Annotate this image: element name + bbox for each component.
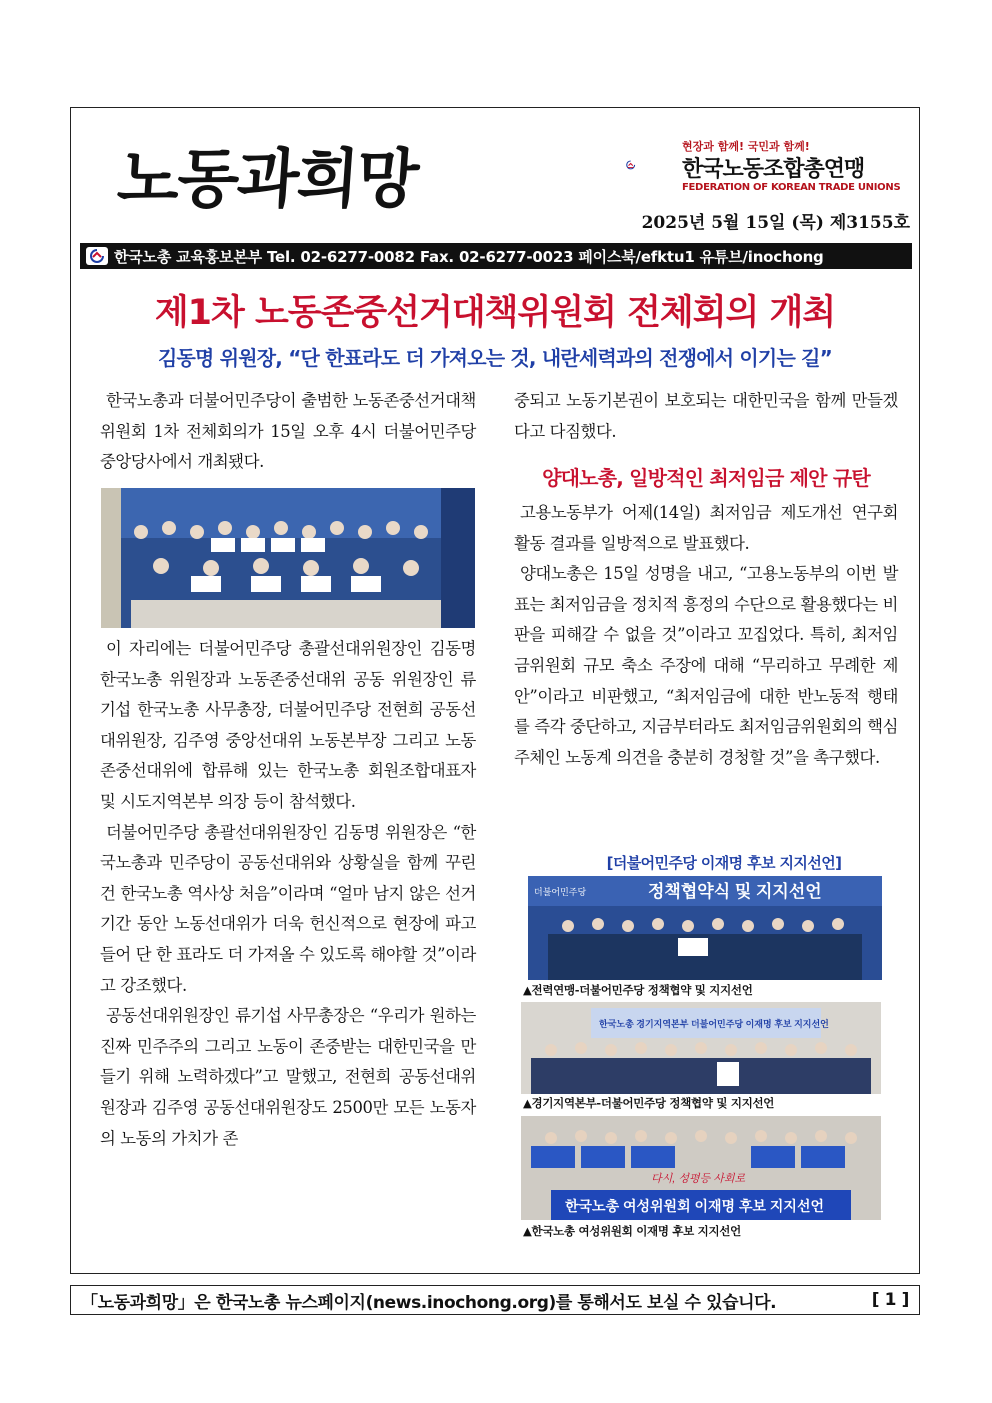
left-column-body [100,634,476,1154]
article-paragraph: 한국노총과 더불어민주당이 출범한 노동존중선거대책위원회 1차 전체회의가 15일 오후 4시 더불어민주당 중앙당사에서 개최됐다. [100,391,476,472]
women-committee-endorsement-photo [521,1116,881,1220]
fktu-mini-logo-icon [86,247,108,265]
article-paragraph: 더불어민주당 총괄선대위원장인 김동명 위원장은 “한국노총과 민주당이 공동선대위와 상황실을 함께 꾸린 건 한국노총 역사상 처음”이라며 “얼마 남지 않은 선거기간 동안 노동선대위가 더욱 헌신적으로 현장에 파고들어 단 한 표라도 더 가져올 수 있도록 해야할 것”이라고 강조했다. [100,822,476,995]
footer-bar [70,1285,920,1315]
right-column-body [514,498,898,773]
masthead-title: 노동과희망 [114,142,420,217]
right-column-continuation [514,386,898,447]
org-name-english: FEDERATION OF KOREAN TRADE UNIONS [682,182,901,193]
article-paragraph: 이 자리에는 더불어민주당 총괄선대위원장인 김동명 한국노총 위원장과 노동존중선대위 공동 위원장인 류기섭 한국노총 사무총장, 더불어민주당 전현희 공동선대위원장, 김주영 중앙선대위 노동본부장 그리고 노동존중선대위에 합류해 있는 한국노총 회원조합대표자 및 시도지역본부 의장 등이 참석했다. [100,639,476,811]
issue-date-line: 2025년 5월 15일 (목) 제3155호 [641,213,910,233]
org-slogan: 현장과 함께! 국민과 함께! [682,140,810,153]
photo1-party-label: 더불어민주당 [534,887,587,897]
subheadline: 김동명 위원장, “단 한표라도 더 가져오는 것, 내란세력과의 전쟁에서 이기는 길” [157,346,833,370]
gyeonggi-endorsement-photo [521,1002,881,1094]
section-title-minimum-wage: 양대노총, 일방적인 최저임금 제안 규탄 [542,466,870,490]
org-name: 한국노동조합총연맹 [682,157,865,182]
photo3-banner-text: 한국노총 여성위원회 이재명 후보 지지선언 [565,1198,824,1214]
policy-agreement-photo [528,876,882,980]
article-paragraph: 중되고 노동기본권이 보호되는 대한민국을 함께 만들겠다고 다짐했다. [514,391,898,441]
contact-bar [80,243,912,269]
footer-text: 「노동과희망」은 한국노총 뉴스페이지(news.inochong.org)를 통해서도 보실 수 있습니다. [81,1292,777,1313]
page-number: [ 1 ] [871,1290,909,1310]
photo1-banner-text: 정책협약식 및 지지선언 [648,882,822,901]
left-column-intro [100,386,476,478]
photo-section-title: [더불어민주당 이재명 후보 지지선언] [606,854,842,872]
fktu-logo-icon [626,140,678,192]
headline: 제1차 노동존중선거대책위원회 전체회의 개최 [154,293,836,333]
photo1-caption: ▲전력연맹-더불어민주당 정책협약 및 지지선언 [523,983,753,997]
photo3-slogan-text: 다시, 성평등 사회로 [651,1173,746,1185]
article-paragraph: 고용노동부가 어제(14일) 최저임금 제도개선 연구회 활동 결과를 일방적으로 발표했다. [514,503,898,553]
article-paragraph: 공동선대위원장인 류기섭 사무총장은 “우리가 원하는 진짜 민주주의 그리고 노동이 존중받는 대한민국을 만들기 위해 노력하겠다”고 말했고, 전현희 공동선대위원장과 김주영 공동선대위원장도 2500만 모든 노동자의 노동의 가치가 존 [100,1006,476,1148]
contact-text: 한국노총 교육홍보본부 Tel. 02-6277-0082 Fax. 02-6277-0023 페이스북/efktu1 유튜브/inochong [114,247,824,266]
photo2-caption: ▲경기지역본부-더불어민주당 정책협약 및 지지선언 [523,1096,775,1110]
photo2-banner-text: 한국노총 경기지역본부 더불어민주당 이재명 후보 지지선언 [599,1019,829,1029]
article-paragraph: 양대노총은 15일 성명을 내고, “고용노동부의 이번 발표는 최저임금을 정치적 흥정의 수단으로 활용했다는 비판을 피해갈 수 없을 것”이라고 꼬집었다. 특히, 최저임금위원회 규모 축소 주장에 대해 “무리하고 무례한 제안”이라고 비판했고, “최저임금에 대한 반노동적 행태를 즉각 중단하고, 지금부터라도 최저임금위원회의 핵심 주체인 노동계 의견을 충분히 경청할 것”을 촉구했다. [514,564,898,767]
meeting-photo [101,488,475,628]
photo3-caption: ▲한국노총 여성위원회 이재명 후보 지지선언 [523,1224,741,1238]
